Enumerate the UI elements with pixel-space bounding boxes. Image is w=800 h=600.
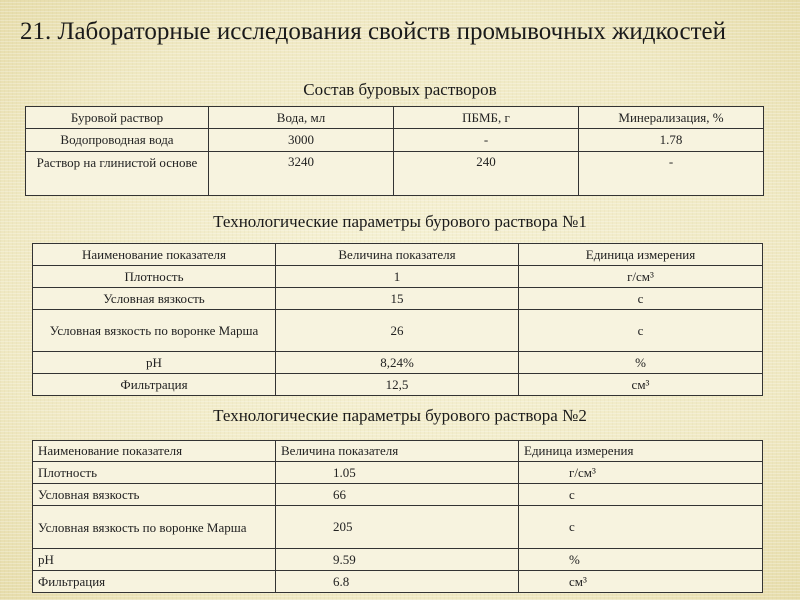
header-cell: Наименование показателя xyxy=(33,244,276,266)
table-cell: 1 xyxy=(276,266,519,288)
params1-caption: Технологические параметры бурового раствора №1 xyxy=(213,212,587,231)
table-cell: Фильтрация xyxy=(33,571,276,593)
table-cell: Водопроводная вода xyxy=(26,129,209,152)
table-header-row xyxy=(33,441,763,462)
table-cell: % xyxy=(519,549,763,571)
params2-table xyxy=(32,440,763,593)
table-cell: 6.8 xyxy=(276,571,519,593)
table-row xyxy=(33,506,763,549)
table-cell: 12,5 xyxy=(276,374,519,396)
header-cell: Единица измерения xyxy=(519,441,763,462)
table-row xyxy=(33,374,763,396)
header-cell: Вода, мл xyxy=(209,107,394,129)
table-cell: 1.78 xyxy=(579,129,764,152)
header-cell: Единица измерения xyxy=(519,244,763,266)
composition-caption: Состав буровых растворов xyxy=(303,80,497,99)
composition-table xyxy=(25,106,764,196)
table-cell: - xyxy=(579,152,764,196)
table-cell: 15 xyxy=(276,288,519,310)
table-cell: с xyxy=(519,310,763,352)
table-cell: с xyxy=(519,288,763,310)
table-row xyxy=(26,129,764,152)
table-row xyxy=(33,310,763,352)
table-cell: 3000 xyxy=(209,129,394,152)
table-cell: pH xyxy=(33,352,276,374)
table-cell: г/см³ xyxy=(519,462,763,484)
table-cell: с xyxy=(519,484,763,506)
table-cell: 205 xyxy=(276,506,519,549)
header-cell: Буровой раствор xyxy=(26,107,209,129)
table-row xyxy=(33,288,763,310)
table-header-row xyxy=(33,244,763,266)
table-cell: см³ xyxy=(519,374,763,396)
table-cell: 26 xyxy=(276,310,519,352)
table-header-row xyxy=(26,107,764,129)
params2-caption: Технологические параметры бурового раствора №2 xyxy=(213,406,587,425)
table-cell: 1.05 xyxy=(276,462,519,484)
header-cell: Минерализация, % xyxy=(579,107,764,129)
table-cell: Плотность xyxy=(33,266,276,288)
table-cell: 9.59 xyxy=(276,549,519,571)
table-cell: с xyxy=(519,506,763,549)
slide-title: 21. Лабораторные исследования свойств промывочных жидкостей xyxy=(20,18,727,45)
table-cell: Раствор на глинистой основе xyxy=(26,152,209,196)
table-cell: г/см³ xyxy=(519,266,763,288)
table-row xyxy=(33,266,763,288)
table-cell: Фильтрация xyxy=(33,374,276,396)
table-cell: 8,24% xyxy=(276,352,519,374)
header-cell: ПБМБ, г xyxy=(394,107,579,129)
table-cell: Условная вязкость по воронке Марша xyxy=(33,506,276,549)
table-cell: - xyxy=(394,129,579,152)
table-row xyxy=(33,352,763,374)
table-cell: 3240 xyxy=(209,152,394,196)
table-cell: Условная вязкость xyxy=(33,288,276,310)
table-cell: 240 xyxy=(394,152,579,196)
params1-table xyxy=(32,243,763,396)
table-row xyxy=(33,571,763,593)
table-cell: см³ xyxy=(519,571,763,593)
table-cell: Условная вязкость по воронке Марша xyxy=(33,310,276,352)
table-row xyxy=(33,484,763,506)
table-row xyxy=(33,549,763,571)
table-cell: % xyxy=(519,352,763,374)
table-row xyxy=(26,152,764,196)
header-cell: Величина показателя xyxy=(276,244,519,266)
header-cell: Наименование показателя xyxy=(33,441,276,462)
table-cell: pH xyxy=(33,549,276,571)
table-cell: 66 xyxy=(276,484,519,506)
table-cell: Плотность xyxy=(33,462,276,484)
table-row xyxy=(33,462,763,484)
header-cell: Величина показателя xyxy=(276,441,519,462)
table-cell: Условная вязкость xyxy=(33,484,276,506)
